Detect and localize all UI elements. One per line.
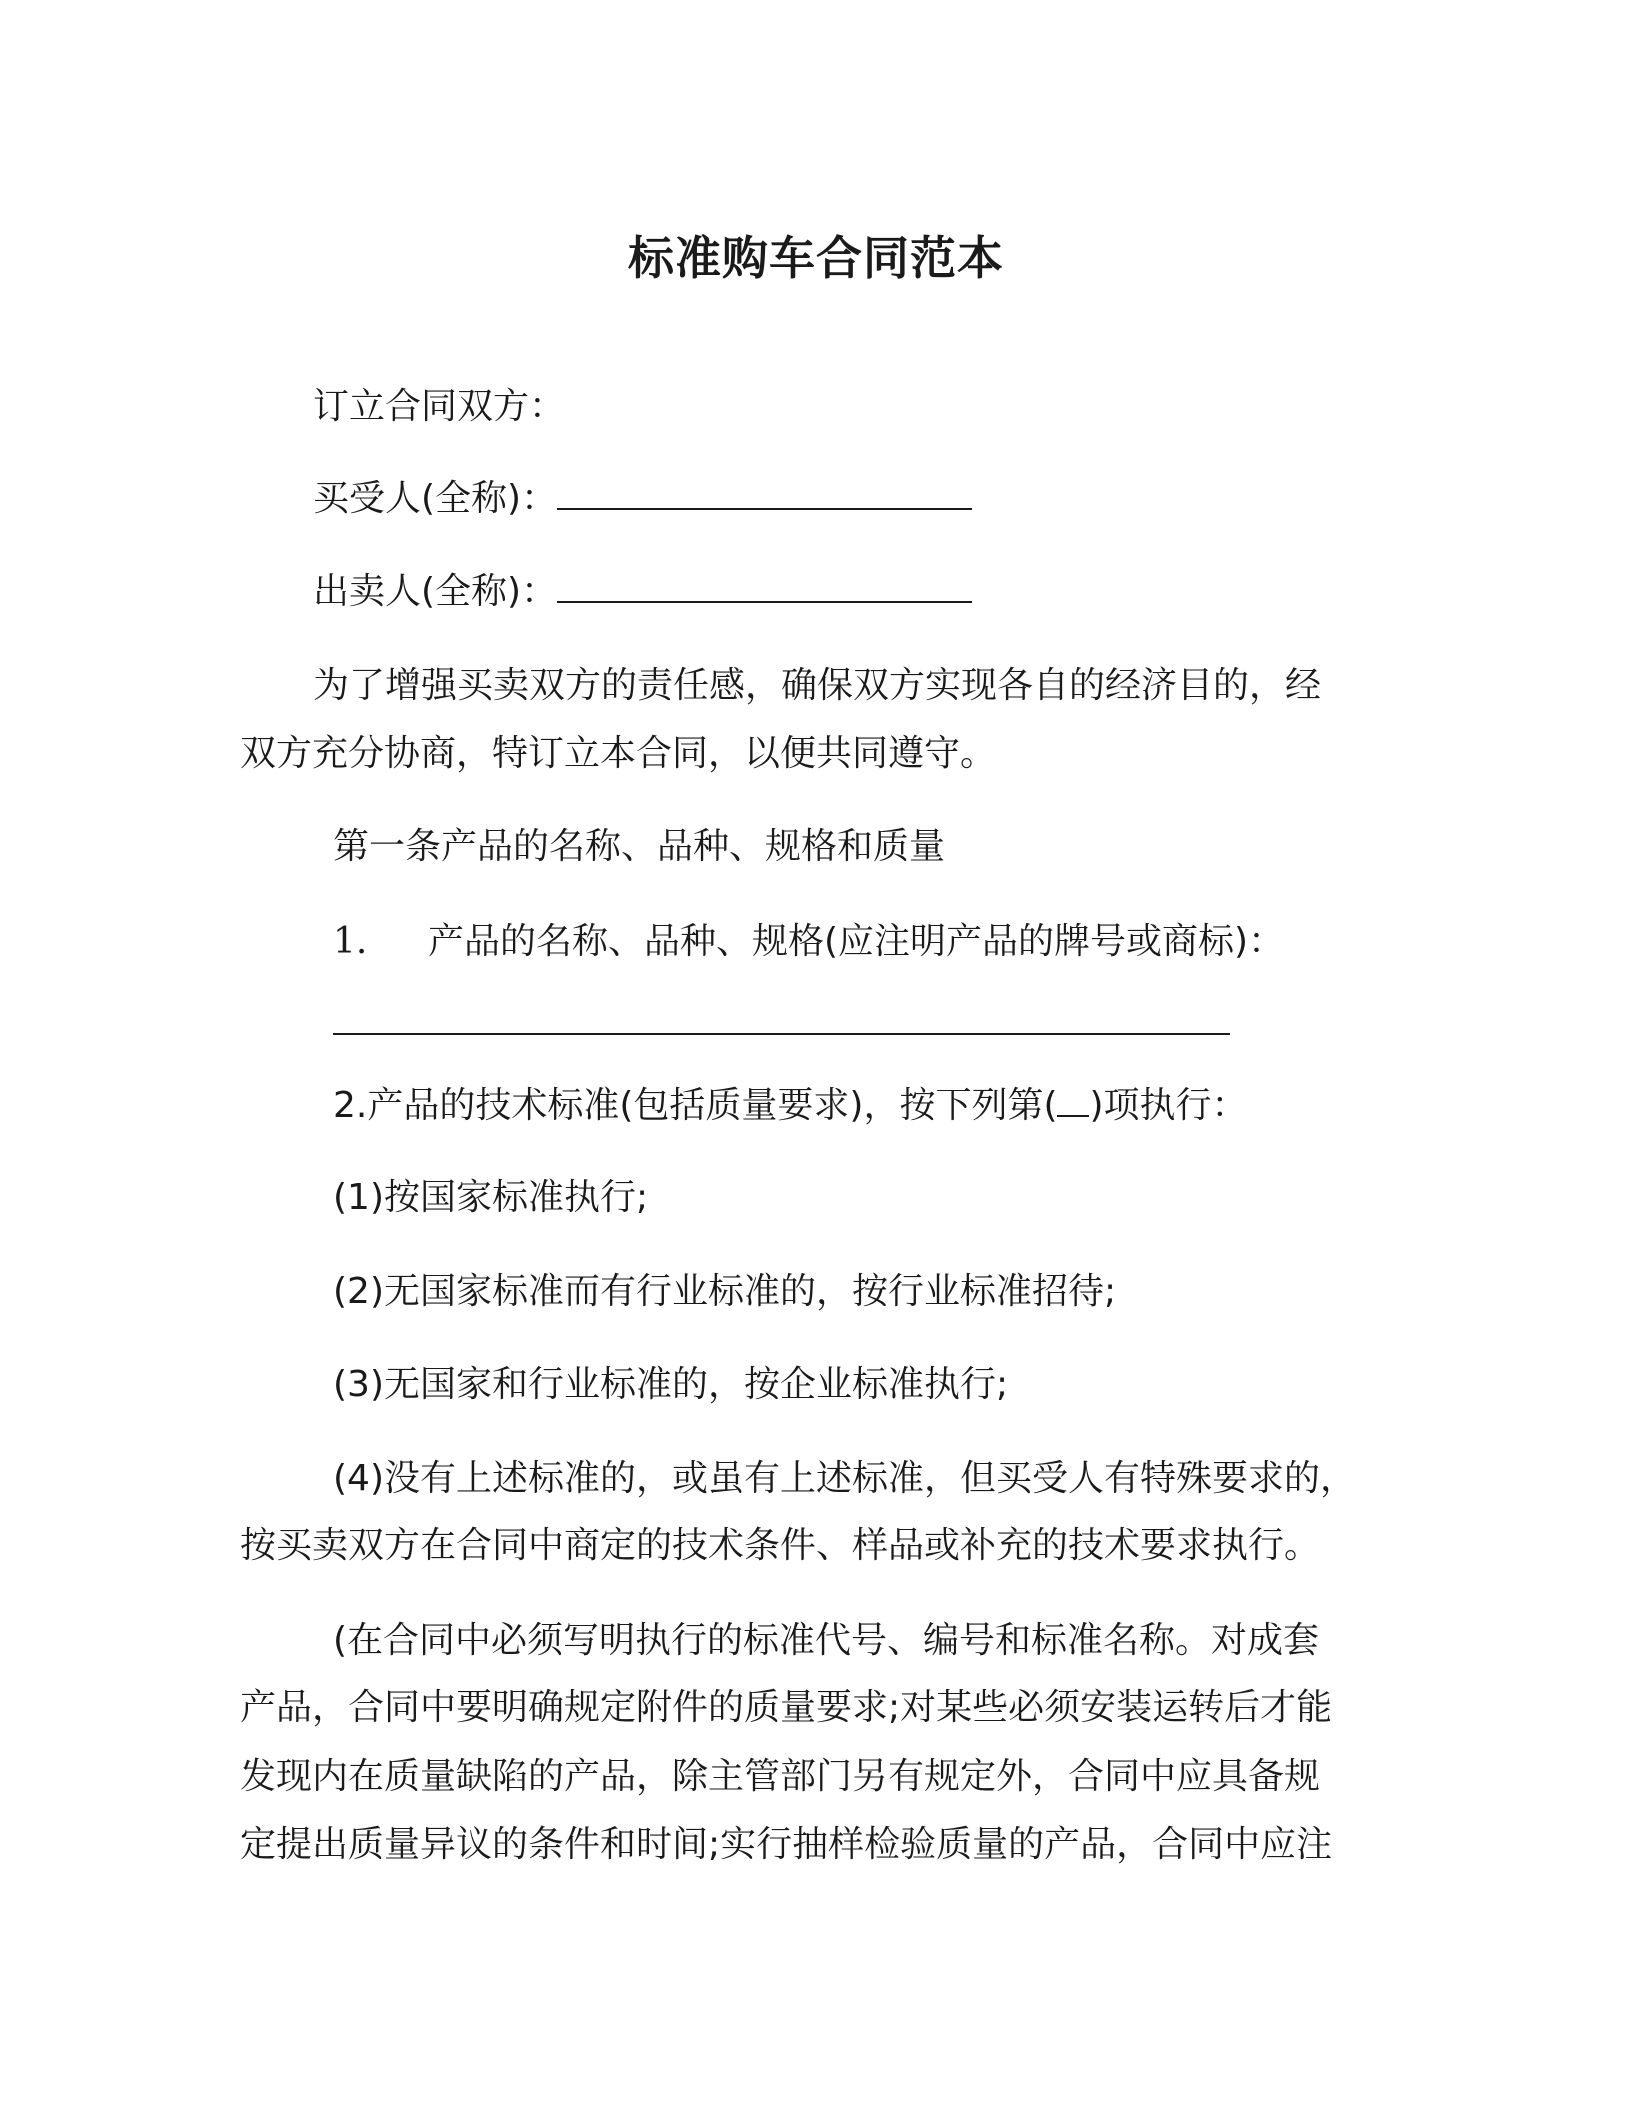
option-4-line-1: (4)没有上述标准的，或虽有上述标准，但买受人有特殊要求的， — [333, 1458, 1356, 1499]
document-title: 标准购车合同范本 — [628, 231, 1004, 285]
item1-number: 1. — [333, 921, 368, 962]
buyer-label: 买受人(全称)： — [313, 478, 558, 519]
item2-text-before: 2.产品的技术标准(包括质量要求)，按下列第( — [333, 1085, 1058, 1126]
buyer-row — [313, 475, 972, 523]
item2-option-blank — [1057, 1085, 1089, 1117]
parties-heading: 订立合同双方： — [313, 386, 566, 427]
note-line-4: 定提出质量异议的条件和时间;实行抽样检验质量的产品，合同中应注 — [240, 1824, 1333, 1865]
note-line-1: (在合同中必须写明执行的标准代号、编号和标准名称。对成套 — [333, 1620, 1320, 1661]
intro-line-2: 双方充分协商，特订立本合同，以便共同遵守。 — [240, 733, 997, 774]
note-line-2: 产品，合同中要明确规定附件的质量要求;对某些必须安装运转后才能 — [240, 1687, 1333, 1728]
buyer-name-blank — [557, 478, 972, 510]
note-line-3: 发现内在质量缺陷的产品，除主管部门另有规定外，合同中应具备规 — [240, 1756, 1321, 1797]
item1-row — [333, 918, 1284, 966]
item1-answer-blank — [333, 1033, 1230, 1035]
seller-row — [313, 568, 972, 616]
item2-text-after: )项执行： — [1089, 1085, 1248, 1126]
item1-text: 产品的名称、品种、规格(应注明产品的牌号或商标)： — [428, 921, 1285, 962]
item2-row — [333, 1082, 1248, 1130]
intro-line-1: 为了增强买卖双方的责任感，确保双方实现各自的经济目的，经 — [313, 665, 1322, 706]
seller-label: 出卖人(全称)： — [313, 571, 558, 612]
option-3: (3)无国家和行业标准的，按企业标准执行; — [333, 1364, 1009, 1405]
seller-name-blank — [557, 571, 972, 603]
option-1: (1)按国家标准执行; — [333, 1177, 649, 1218]
option-2: (2)无国家标准而有行业标准的，按行业标准招待; — [333, 1271, 1117, 1312]
article1-heading: 第一条产品的名称、品种、规格和质量 — [333, 826, 946, 867]
option-4-line-2: 按买卖双方在合同中商定的技术条件、样品或补充的技术要求执行。 — [240, 1525, 1321, 1566]
